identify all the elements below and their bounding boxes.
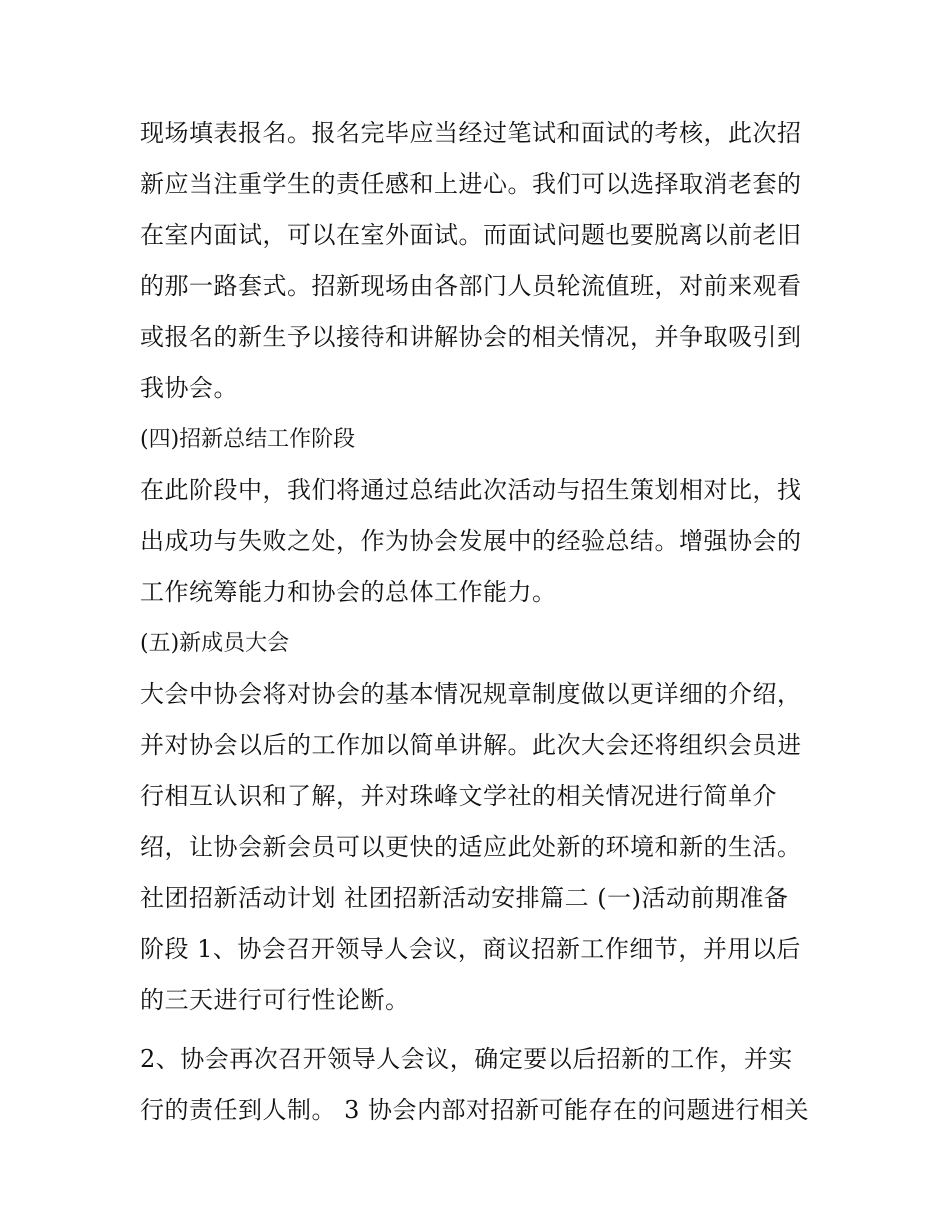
paragraph-line: 的那一路套式。招新现场由各部门人员轮流值班，对前来观看 — [140, 272, 802, 300]
paragraph-line: 现场填表报名。报名完毕应当经过笔试和面试的考核，此次招 — [140, 119, 802, 147]
paragraph-line: 行的责任到人制。 3 协会内部对招新可能存在的问题进行相关 — [140, 1096, 810, 1124]
document-body — [140, 108, 815, 1136]
paragraph-line: 的三天进行可行性论断。 — [140, 986, 410, 1014]
paragraph-line: 工作统筹能力和协会的总体工作能力。 — [140, 578, 557, 606]
paragraph-spacer — [140, 1026, 815, 1034]
paragraph-line: 大会中协会将对协会的基本情况规章制度做以更详细的介绍， — [140, 680, 802, 708]
paragraph-line: 2、协会再次召开领导人会议，确定要以后招新的工作，并实 — [140, 1045, 793, 1073]
section-heading: (四)招新总结工作阶段 — [140, 427, 356, 452]
section-heading: (五)新成员大会 — [140, 631, 290, 656]
paragraph-line: 在此阶段中，我们将通过总结此次活动与招生策划相对比，找 — [140, 476, 802, 504]
paragraph-line: 或报名的新生予以接待和讲解协会的相关情况，并争取吸引到 — [140, 323, 802, 351]
paragraph-line: 我协会。 — [140, 374, 238, 402]
paragraph-line: 在室内面试，可以在室外面试。而面试问题也要脱离以前老旧 — [140, 221, 802, 249]
paragraph-line: 阶段 1、协会召开领导人会议，商议招新工作细节，并用以后 — [140, 935, 801, 963]
paragraph-line: 出成功与失败之处，作为协会发展中的经验总结。增强协会的 — [140, 527, 802, 555]
paragraph-line: 社团招新活动计划 社团招新活动安排篇二 (一)活动前期准备 — [140, 884, 789, 912]
paragraph-line: 绍，让协会新会员可以更快的适应此处新的环境和新的生活。 — [140, 833, 802, 861]
paragraph-line: 行相互认识和了解，并对珠峰文学社的相关情况进行简单介 — [140, 782, 777, 810]
paragraph-line: 新应当注重学生的责任感和上进心。我们可以选择取消老套的 — [140, 170, 802, 198]
paragraph-line: 并对协会以后的工作加以简单讲解。此次大会还将组织会员进 — [140, 731, 802, 759]
